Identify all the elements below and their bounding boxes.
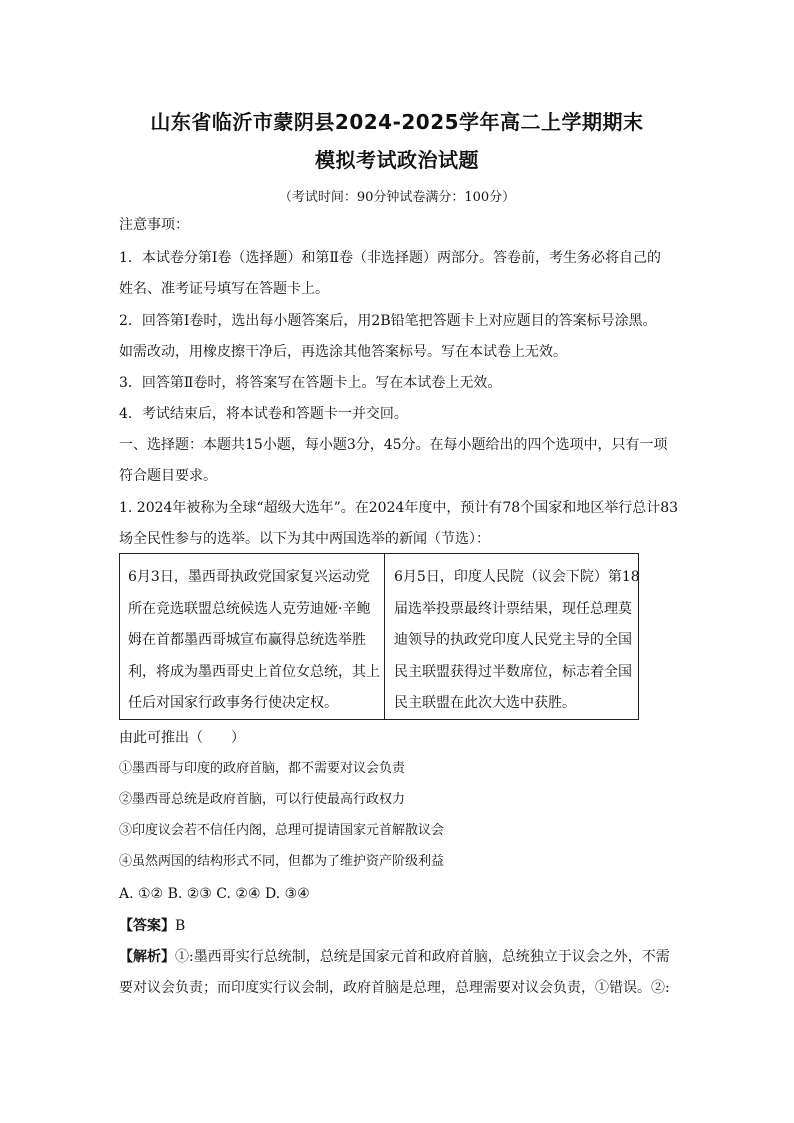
- notes-heading: 注意事项：: [119, 217, 189, 233]
- analysis-text-cont: 要对议会负责；而印度实行议会制，政府首脑是总理，总理需要对议会负责，①错误。②:: [119, 980, 670, 996]
- note-line: 如需改动，用橡皮擦干净后，再选涂其他答案标号。写在本试卷上无效。: [119, 344, 567, 360]
- news-text: 民主联盟在此次大选中获胜。: [394, 695, 576, 711]
- section-heading-cont: 符合题目要求。: [119, 468, 217, 484]
- page-title-line2: 模拟考试政治试题: [315, 148, 479, 172]
- statement-item: ②墨西哥总统是政府首脑，可以行使最高行政权力: [119, 792, 406, 807]
- news-text: 迪领导的执政党印度人民党主导的全国: [394, 632, 632, 648]
- analysis-row: [119, 947, 670, 967]
- news-text: 姆在首都墨西哥城宣布赢得总统选举胜: [128, 632, 366, 648]
- statement-item: ③印度议会若不信任内阁，总理可提请国家元首解散议会: [119, 823, 445, 838]
- question-stem-cont: 场全民性参与的选举。以下为其中两国选举的新闻（节选）：: [119, 531, 490, 547]
- news-table: [119, 553, 639, 720]
- analysis-label: 【解析】: [119, 949, 175, 965]
- answer-row: [119, 916, 185, 936]
- news-text: 民主联盟获得过半数席位，标志着全国: [394, 663, 632, 680]
- statement-item: ①墨西哥与印度的政府首脑，都不需要对议会负责: [119, 761, 406, 776]
- news-text: 所在竞选联盟总统候选人克劳迪娅·辛鲍: [128, 600, 371, 617]
- news-text: 利，将成为墨西哥史上首位女总统，其上: [128, 663, 380, 680]
- note-line: 1．本试卷分第Ⅰ卷（选择题）和第Ⅱ卷（非选择题）两部分。答卷前，考生务必将自己的: [119, 250, 661, 266]
- news-cell-india: [385, 554, 646, 719]
- news-text: 6月5日，印度人民院（议会下院）第18: [394, 569, 640, 585]
- note-line: 3．回答第Ⅱ卷时，将答案写在答题卡上。写在本试卷上无效。: [119, 375, 502, 391]
- news-text: 任后对国家行政事务行使决定权。: [128, 695, 338, 711]
- analysis-text: ①:墨西哥实行总统制，总统是国家元首和政府首脑，总统独立于议会之外，不需: [175, 949, 670, 965]
- answer-value: B: [175, 918, 186, 934]
- answer-options: A. ①② B. ②③ C. ②④ D. ③④: [119, 886, 310, 902]
- statement-item: ④虽然两国的结构形式不同，但都为了维护资产阶级利益: [119, 854, 445, 869]
- question-stem: 1. 2024年被称为全球“超级大选年”。在2024年度中，预计有78个国家和地区举行总计83: [119, 500, 679, 516]
- answer-label: 【答案】: [119, 918, 175, 934]
- section-heading: 一、选择题：本题共15小题，每小题3分，45分。在每小题给出的四个选项中，只有一项: [119, 437, 668, 453]
- news-cell-mexico: [120, 554, 385, 719]
- news-text: 届选举投票最终计票结果，现任总理莫: [394, 600, 632, 617]
- exam-info: （考试时间：90分钟试卷满分：100分）: [278, 190, 516, 205]
- note-line: 2．回答第Ⅰ卷时，选出每小题答案后，用2B铅笔把答题卡上对应题目的答案标号涂黑。: [119, 313, 657, 329]
- page-title: 山东省临沂市蒙阴县2024-2025学年高二上学期期末: [150, 110, 644, 134]
- note-line: 姓名、准考证号填写在答题卡上。: [119, 281, 329, 297]
- note-line: 4．考试结束后，将本试卷和答题卡一并交回。: [119, 406, 408, 422]
- news-text: 6月3日，墨西哥执政党国家复兴运动党: [128, 569, 370, 585]
- question-prompt: 由此可推出（ ）: [119, 730, 245, 746]
